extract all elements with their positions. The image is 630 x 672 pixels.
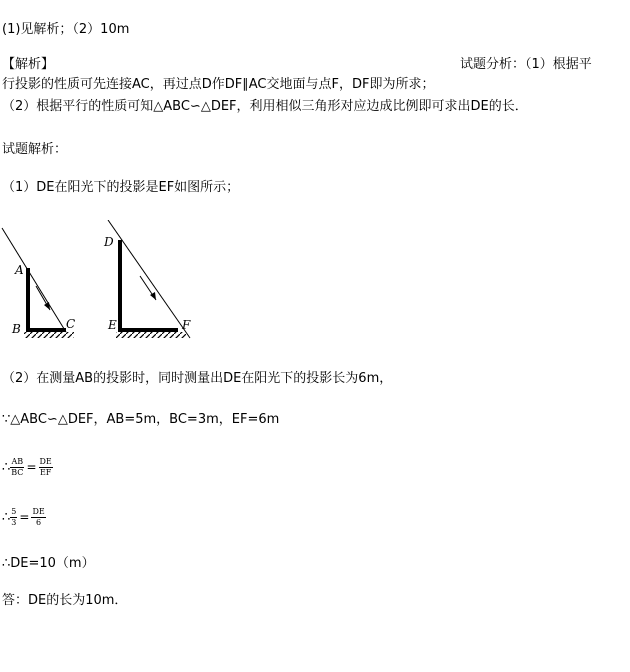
analysis-line-2: 行投影的性质可先连接AC，再过点D作DF∥AC交地面与点F，DF即为所求； bbox=[2, 77, 435, 92]
solution-result: ∴DE=10（m） bbox=[2, 556, 95, 571]
label-f: F bbox=[182, 318, 191, 332]
label-c: C bbox=[66, 317, 76, 331]
denominator: BC bbox=[11, 467, 24, 477]
denominator: 3 bbox=[11, 517, 17, 527]
equals-sign: = bbox=[26, 460, 37, 474]
solution-because: ∵△ABC∽△DEF，AB=5m，BC=3m，EF=6m bbox=[2, 412, 280, 427]
analysis-line-3: （2）根据平行的性质可知△ABC∽△DEF，利用相似三角形对应边成比例即可求出DE的长． bbox=[2, 99, 528, 114]
proportion-1 bbox=[2, 452, 53, 482]
solution-part-2: （2）在测量AB的投影时，同时测量出DE在阳光下的投影长为6m， bbox=[2, 371, 393, 386]
proportion-2 bbox=[2, 502, 46, 532]
label-d: D bbox=[104, 235, 114, 249]
analysis-heading: 【解析】 bbox=[2, 57, 55, 72]
answer-line: (1)见解析；（2）10m bbox=[2, 22, 130, 37]
fraction-de-ef bbox=[39, 457, 53, 476]
analysis-lead: 试题分析：（1）根据平 bbox=[460, 57, 592, 72]
numerator: AB bbox=[11, 457, 24, 467]
ground-hatch-left bbox=[24, 332, 74, 338]
solution-heading: 试题解析： bbox=[2, 142, 68, 157]
projection-figure bbox=[0, 220, 220, 350]
numerator: 5 bbox=[11, 507, 17, 517]
fraction-ab-bc bbox=[10, 457, 24, 476]
ground-hatch-right bbox=[116, 332, 186, 338]
label-e: E bbox=[108, 318, 117, 332]
label-b: B bbox=[12, 322, 21, 336]
solution-final: 答：DE的长为10m． bbox=[2, 593, 128, 608]
label-a: A bbox=[15, 263, 24, 277]
arrow-head-left bbox=[44, 302, 50, 310]
denominator: EF bbox=[39, 467, 52, 477]
therefore-symbol: ∴ bbox=[2, 509, 11, 525]
fraction-de-6 bbox=[31, 507, 45, 526]
denominator: 6 bbox=[36, 517, 42, 527]
equals-sign: = bbox=[19, 510, 30, 524]
numerator: DE bbox=[32, 507, 45, 517]
sun-ray-left bbox=[2, 228, 66, 332]
numerator: DE bbox=[39, 457, 52, 467]
fraction-5-3 bbox=[10, 507, 17, 526]
solution-part-1: （1）DE在阳光下的投影是EF如图所示； bbox=[2, 180, 240, 195]
therefore-symbol: ∴ bbox=[2, 459, 11, 475]
